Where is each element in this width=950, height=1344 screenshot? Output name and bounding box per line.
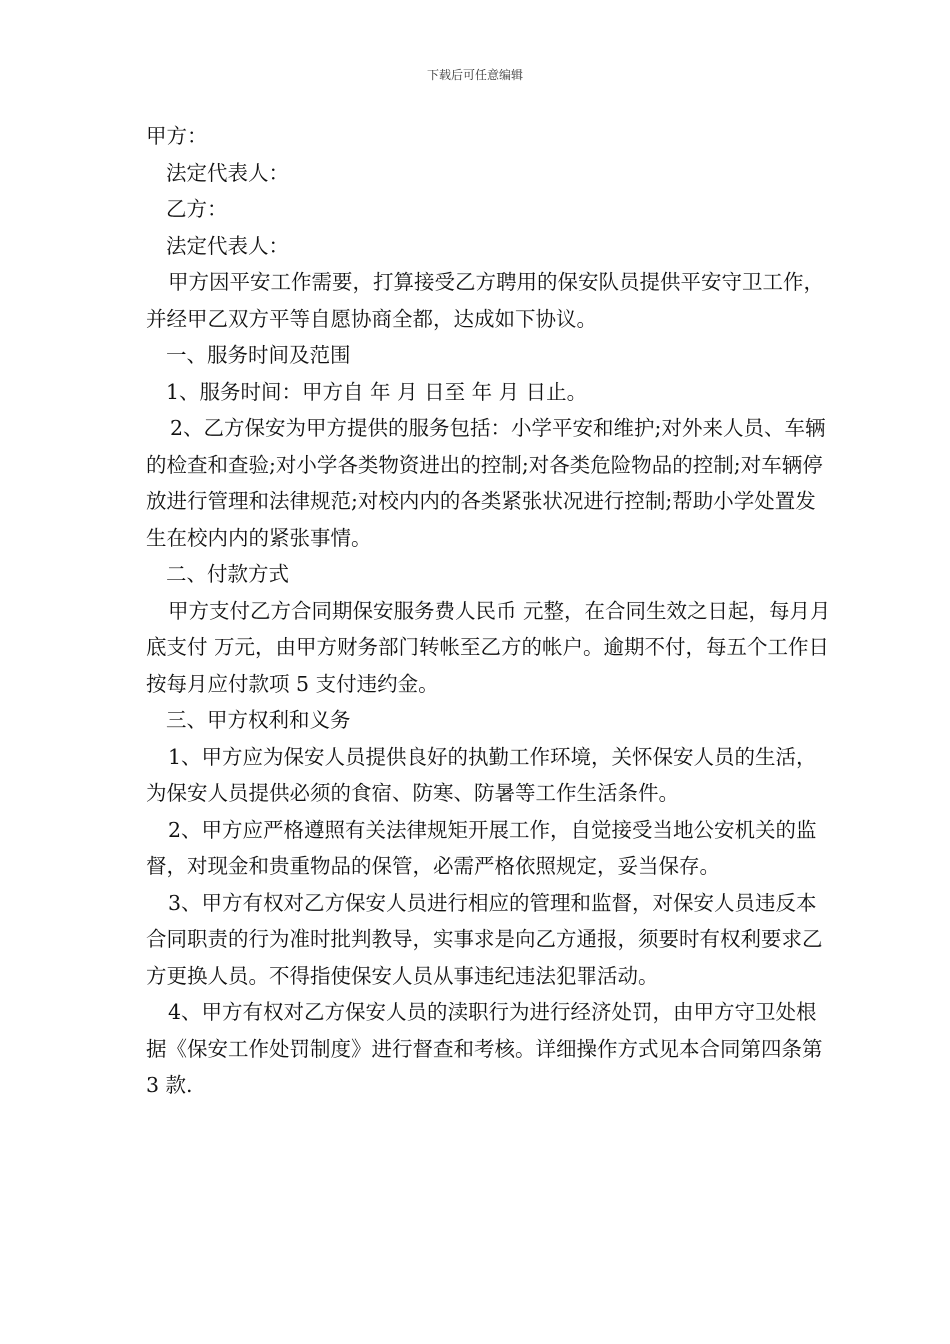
preamble-paragraph: 甲方因平安工作需要，打算接受乙方聘用的保安队员提供平安守卫工作，并经甲乙双方平等自愿协商全都，达成如下协议。 (146, 270, 824, 331)
section-heading-party-a-rights: 三、甲方权利和义务 (166, 708, 351, 732)
clause-party-a-2: 2、甲方应严格遵照有关法律规矩开展工作，自觉接受当地公安机关的监督，对现金和贵重物品的保管，必需严格依照规定，妥当保存。 (146, 817, 817, 878)
clause-service-scope: 2、乙方保安为甲方提供的服务包括：小学平安和维护;对外来人员、车辆的检查和查验;对小学各类物资进出的控制;对各类危险物品的控制;对车辆停放进行管理和法律规范;对校内内的各类紧张状况进行控制;帮助小学处置发生在校内内的紧张事情。 (146, 416, 826, 550)
clause-party-a-1: 1、甲方应为保安人员提供良好的执勤工作环境，关怀保安人员的生活，为保安人员提供必须的食宿、防寒、防暑等工作生活条件。 (146, 744, 817, 805)
party-b-label: 乙方： (166, 197, 228, 221)
section-heading-payment: 二、付款方式 (166, 562, 289, 586)
clause-payment: 甲方支付乙方合同期保安服务费人民币 元整，在合同生效之日起，每月月底支付 万元，由甲方财务部门转帐至乙方的帐户。逾期不付，每五个工作日按每月应付款项 5 支付违约金。 (146, 598, 831, 696)
party-a-representative: 法定代表人： (166, 160, 289, 185)
clause-party-a-4: 4、甲方有权对乙方保安人员的渎职行为进行经济处罚，由甲方守卫处根据《保安工作处罚制度》进行督查和考核。详细操作方式见本合同第四条第 3 款. (146, 1000, 823, 1097)
page-header-note: 下载后可任意编辑 (426, 68, 523, 82)
section-heading-service: 一、服务时间及范围 (166, 343, 351, 367)
document-body (146, 118, 836, 1104)
clause-service-time: 1、服务时间：甲方自 年 月 日至 年 月 日止。 (166, 379, 588, 404)
party-a-label: 甲方： (146, 124, 208, 148)
clause-party-a-3: 3、甲方有权对乙方保安人员进行相应的管理和监督，对保安人员违反本合同职责的行为准时批判教导，实事求是向乙方通报，须要时有权利要求乙方更换人员。不得指使保安人员从事违纪违法犯罪活动。 (146, 890, 823, 988)
party-b-representative: 法定代表人： (166, 233, 289, 258)
